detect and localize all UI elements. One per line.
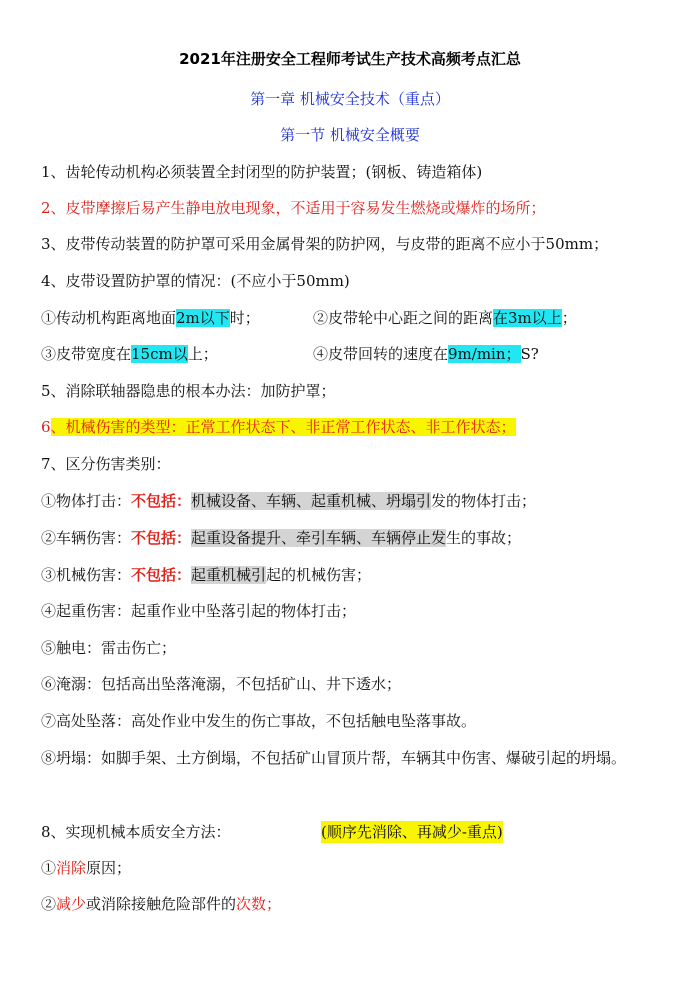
condition-3-label: ③皮带宽度在 <box>41 345 132 363</box>
exclusion-label: 不包括： <box>131 529 192 547</box>
chapter-heading: 第一章 机械安全技术（重点） <box>250 90 450 108</box>
condition-2-label: ②皮带轮中心距之间的距离 <box>313 309 494 327</box>
condition-1-label: ①传动机构距离地面 <box>41 309 177 327</box>
injury-type-1 <box>41 490 666 512</box>
method-2-middle: 或消除接触危险部件的 <box>86 895 237 913</box>
condition-4-highlight: 9m/min； <box>448 345 521 363</box>
injury-type-2-label: ②车辆伤害： <box>41 529 132 547</box>
method-2-number: ② <box>41 895 57 913</box>
injury-type-5: ⑤触电：雷击伤亡； <box>41 639 177 657</box>
method-1-number: ① <box>41 859 57 877</box>
item-2: 2、皮带摩擦后易产生静电放电现象，不适用于容易发生燃烧或爆炸的场所； <box>41 199 546 217</box>
item-8-label: 8、实现机械本质安全方法： <box>41 823 231 841</box>
injury-type-7: ⑦高处坠落：高处作业中发生的伤亡事故，不包括触电坠落事故。 <box>41 712 477 730</box>
condition-2-highlight: 在3m以上 <box>493 309 562 327</box>
item-6-highlight: 、机械伤害的类型：正常工作状态下、非正常工作状态、非工作状态； <box>50 418 516 436</box>
condition-3-highlight: 15cm以 <box>131 345 188 363</box>
item-5: 5、消除联轴器隐患的根本办法：加防护罩； <box>41 382 336 400</box>
injury-type-2-highlight: 起重设备提升、牵引车辆、车辆停止发 <box>191 529 447 547</box>
method-2 <box>41 893 666 915</box>
belt-condition-row-1 <box>41 307 666 329</box>
injury-type-3-highlight: 起重机械引 <box>191 566 267 584</box>
item-4: 4、皮带设置防护罩的情况：(不应小于50mm) <box>41 272 350 290</box>
item-6 <box>41 416 666 438</box>
injury-type-6: ⑥淹溺：包括高出坠落淹溺，不包括矿山、井下透水； <box>41 675 402 693</box>
method-2-keyword-2: 次数； <box>236 895 282 913</box>
condition-1-highlight: 2m以下 <box>176 309 230 327</box>
condition-3-suffix: 上； <box>187 345 218 363</box>
injury-type-3-suffix: 起的机械伤害； <box>266 566 372 584</box>
item-3: 3、皮带传动装置的防护罩可采用金属骨架的防护网，与皮带的距离不应小于50mm； <box>41 235 609 253</box>
injury-type-4: ④起重伤害：起重作业中坠落引起的物体打击； <box>41 602 357 620</box>
exclusion-label: 不包括： <box>131 492 192 510</box>
item-8 <box>41 821 666 843</box>
item-8-note-highlight: (顺序先消除、再减少-重点) <box>321 823 503 841</box>
condition-2 <box>313 307 577 329</box>
injury-type-1-label: ①物体打击： <box>41 492 132 510</box>
item-7: 7、区分伤害类别： <box>41 455 171 473</box>
injury-type-8: ⑧坍塌：如脚手架、土方倒塌，不包括矿山冒顶片帮，车辆其中伤害、爆破引起的坍塌。 <box>41 749 627 767</box>
injury-type-3-label: ③机械伤害： <box>41 566 132 584</box>
injury-type-1-highlight: 机械设备、车辆、起重机械、坍塌引 <box>191 492 432 510</box>
injury-type-3 <box>41 564 666 586</box>
condition-4 <box>313 343 539 365</box>
method-2-keyword: 减少 <box>56 895 87 913</box>
injury-type-2 <box>41 527 666 549</box>
condition-1-suffix: 时； <box>229 309 260 327</box>
condition-4-suffix: S? <box>520 345 539 363</box>
belt-condition-row-2 <box>41 343 666 365</box>
injury-type-1-suffix: 发的物体打击； <box>431 492 537 510</box>
condition-2-suffix: ； <box>561 309 577 327</box>
method-1 <box>41 857 666 879</box>
section-heading: 第一节 机械安全概要 <box>280 126 420 144</box>
exclusion-label: 不包括： <box>131 566 192 584</box>
method-1-suffix: 原因； <box>86 859 132 877</box>
item-6-number: 6 <box>41 418 51 436</box>
method-1-keyword: 消除 <box>56 859 87 877</box>
item-1: 1、齿轮传动机构必须装置全封闭型的防护装置；(钢板、铸造箱体) <box>41 163 483 181</box>
injury-type-2-suffix: 生的事故； <box>446 529 522 547</box>
document-title: 2021年注册安全工程师考试生产技术高频考点汇总 <box>179 50 521 68</box>
condition-4-label: ④皮带回转的速度在 <box>313 345 449 363</box>
